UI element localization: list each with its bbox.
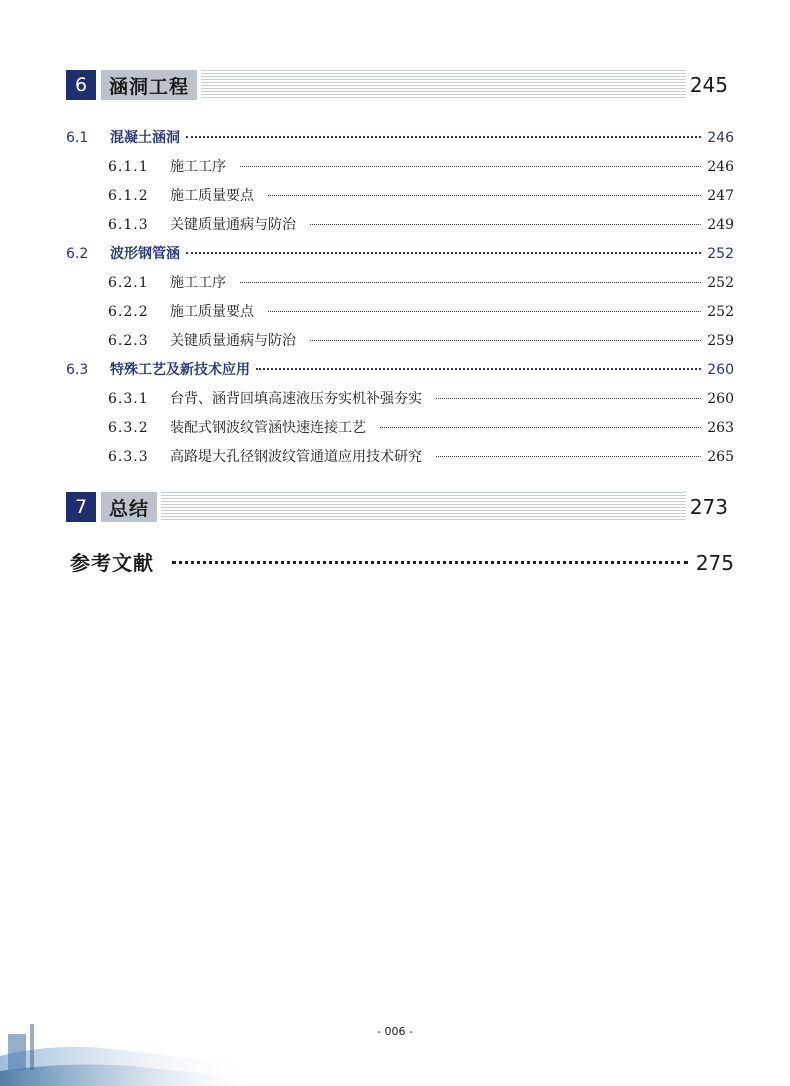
chapter-leader-pattern (161, 492, 686, 522)
chapter-number-badge: 6 (66, 70, 96, 100)
toc-subsection-entry[interactable] (108, 330, 734, 352)
corner-landscape-decoration (0, 1016, 260, 1086)
toc-subsection-entry[interactable] (108, 417, 734, 439)
section-title: 波形钢管涵 (110, 246, 180, 262)
subsection-title: 施工工序 (170, 275, 226, 291)
subsection-title: 关键质量通病与防治 (170, 217, 296, 233)
dot-leader (310, 224, 701, 225)
dot-leader (240, 166, 701, 167)
section-page-number: 252 (707, 246, 734, 262)
subsection-number: 6.1.2 (108, 188, 149, 204)
subsection-page-number: 259 (707, 333, 734, 349)
section-title: 混凝土涵洞 (110, 130, 180, 146)
subsection-number: 6.2.2 (108, 304, 149, 320)
toc-subsection-entry[interactable] (108, 446, 734, 468)
subsection-page-number: 249 (707, 217, 734, 233)
subsection-title: 关键质量通病与防治 (170, 333, 296, 349)
subsection-title: 高路堤大孔径钢波纹管通道应用技术研究 (170, 449, 422, 465)
subsection-page-number: 247 (707, 188, 734, 204)
section-page-number: 260 (707, 362, 734, 378)
chapter-heading[interactable] (66, 492, 730, 522)
subsection-title: 施工质量要点 (170, 304, 254, 320)
dot-leader (186, 136, 701, 138)
page-number-footer: - 006 - (377, 1025, 413, 1038)
subsection-page-number: 252 (707, 275, 734, 291)
subsection-number: 6.3.2 (108, 420, 149, 436)
toc-references-entry[interactable] (70, 548, 734, 578)
subsection-page-number: 260 (707, 391, 734, 407)
chapter-title: 总结 (101, 492, 157, 522)
subsection-title: 装配式钢波纹管涵快速连接工艺 (170, 420, 366, 436)
subsection-page-number: 246 (707, 159, 734, 175)
dot-leader (310, 340, 701, 341)
section-number: 6.3 (66, 362, 89, 378)
dot-leader (240, 282, 701, 283)
dot-leader (268, 195, 701, 196)
subsection-number: 6.2.3 (108, 333, 149, 349)
section-page-number: 246 (707, 130, 734, 146)
subsection-number: 6.1.3 (108, 217, 149, 233)
subsection-page-number: 252 (707, 304, 734, 320)
subsection-title: 台背、涵背回填高速液压夯实机补强夯实 (170, 391, 422, 407)
toc-subsection-entry[interactable] (108, 272, 734, 294)
references-page-number: 275 (695, 551, 734, 575)
dot-leader (380, 427, 701, 428)
subsection-number: 6.1.1 (108, 159, 149, 175)
chapter-title: 涵洞工程 (101, 70, 197, 100)
section-number: 6.1 (66, 130, 89, 146)
subsection-page-number: 263 (707, 420, 734, 436)
toc-subsection-entry[interactable] (108, 388, 734, 410)
subsection-number: 6.3.1 (108, 391, 149, 407)
subsection-title: 施工工序 (170, 159, 226, 175)
subsection-number: 6.2.1 (108, 275, 149, 291)
chapter-heading[interactable] (66, 70, 730, 100)
toc-section-entry[interactable] (66, 359, 734, 381)
section-title: 特殊工艺及新技术应用 (110, 362, 250, 378)
section-number: 6.2 (66, 246, 89, 262)
toc-subsection-entry[interactable] (108, 301, 734, 323)
subsection-number: 6.3.3 (108, 449, 149, 465)
dot-leader (436, 398, 701, 399)
chapter-page-number: 273 (689, 495, 728, 519)
chapter-page-number: 245 (689, 73, 728, 97)
toc-section-entry[interactable] (66, 243, 734, 265)
chapter-number-badge: 7 (66, 492, 96, 522)
chapter-leader-pattern (201, 70, 686, 100)
dot-leader (172, 561, 688, 564)
dot-leader (436, 456, 701, 457)
dot-leader (268, 311, 701, 312)
subsection-title: 施工质量要点 (170, 188, 254, 204)
dot-leader (256, 368, 701, 370)
toc-subsection-entry[interactable] (108, 185, 734, 207)
toc-subsection-entry[interactable] (108, 156, 734, 178)
toc-section-entry[interactable] (66, 127, 734, 149)
dot-leader (186, 252, 701, 254)
references-title: 参考文献 (70, 551, 154, 575)
subsection-page-number: 265 (707, 449, 734, 465)
toc-subsection-entry[interactable] (108, 214, 734, 236)
